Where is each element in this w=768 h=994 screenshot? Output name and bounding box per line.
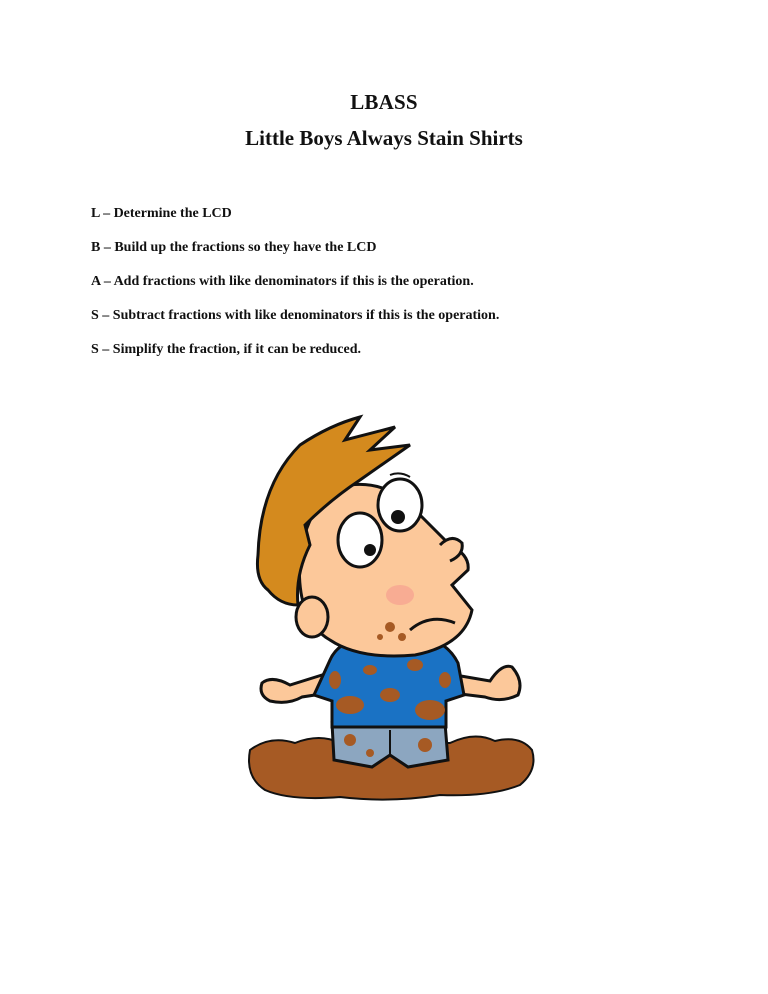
step-item-s-simplify: S – Simplify the fraction, if it can be reduced. bbox=[91, 342, 362, 357]
step-item-b: B – Build up the fractions so they have the LCD bbox=[91, 240, 377, 255]
step-item-a: A – Add fractions with like denominators if this is the operation. bbox=[91, 274, 474, 289]
document-subtitle: Little Boys Always Stain Shirts bbox=[245, 126, 523, 150]
step-item-l: L – Determine the LCD bbox=[91, 206, 232, 221]
boy-cartoon-icon bbox=[240, 405, 540, 815]
mnemonic-steps-list bbox=[91, 205, 499, 375]
document-title: LBASS bbox=[350, 90, 418, 114]
muddy-boy-illustration bbox=[240, 405, 540, 815]
step-item-s-subtract: S – Subtract fractions with like denominators if this is the operation. bbox=[91, 308, 500, 323]
